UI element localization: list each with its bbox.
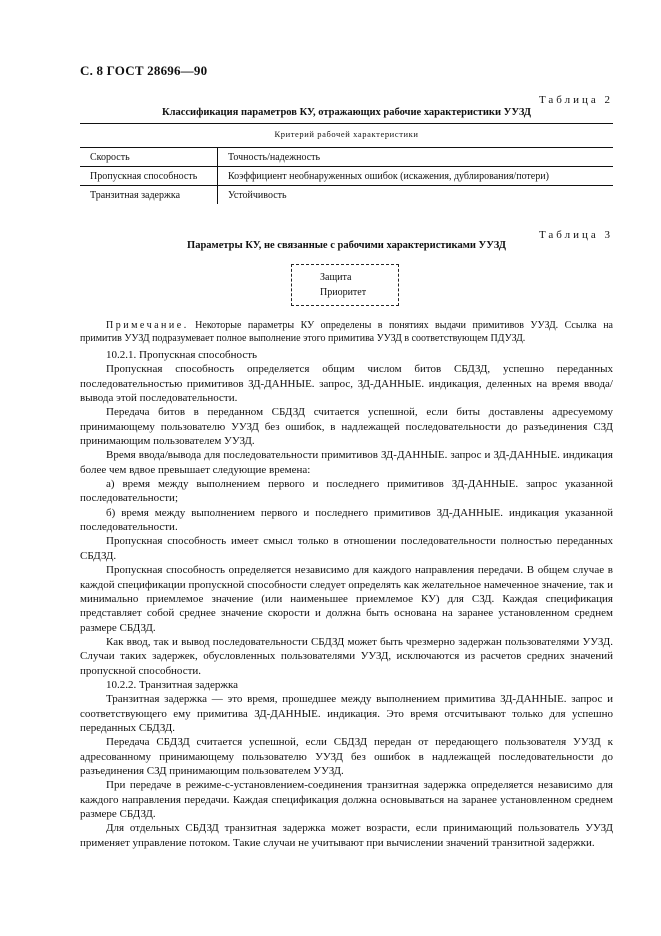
table2: [80, 147, 613, 204]
table-cell: Коэффициент необнаруженных ошибок (искажения, дублирования/потери): [218, 167, 614, 186]
table3-label: Таблица 3: [538, 229, 613, 241]
table-cell: Скорость: [80, 148, 218, 167]
table-cell: Транзитная задержка: [80, 186, 218, 205]
paragraph: Для отдельных СБДЗД транзитная задержка может возрасти, если принимающий пользователь УУЗД применяет управление потоком. Такие случаи не учитывают при вычислении значений транзитной задержки.: [80, 822, 613, 849]
paragraph: а) время между выполнением первого и последнего примитивов ЗД-ДАННЫЕ. запрос указанной последовательности;: [80, 478, 613, 505]
table3-box: [291, 264, 399, 306]
table2-title: Классификация параметров КУ, отражающих рабочие характеристики УУЗД: [161, 107, 532, 118]
table2-top-rule: [80, 123, 613, 124]
paragraph: Транзитная задержка — это время, прошедшее между выполнением примитива ЗД-ДАННЫЕ. запрос и соответствующего ему примитива ЗД-ДАННЫЕ. индикация. Это время отсчитывают только для успешно переданных СБДЗД.: [80, 693, 613, 734]
page-header: С. 8 ГОСТ 28696—90: [80, 63, 208, 78]
note-paragraph: [80, 319, 613, 345]
table2-criterion-header: Критерий рабочей характеристики: [274, 129, 419, 139]
paragraph: Как ввод, так и вывод последовательности СБДЗД может быть чрезмерно задержан пользователями УУЗД. Случаи таких задержек, обусловленных пользователями УУЗД, исключаются из расчетов средних значений пропускной способности.: [80, 635, 613, 677]
note-text: Некоторые параметры КУ определены в понятиях выдачи примитивов УУЗД. Ссылка на примитив УУЗД подразумевает полное выполнение этого примитива УУЗД в соответствующем ПДУЗД.: [80, 320, 613, 344]
table2-label: Таблица 2: [538, 94, 613, 106]
table3-title: Параметры КУ, не связанные с рабочими характеристиками УУЗД: [187, 240, 506, 251]
paragraph: При передаче в режиме-с-установлением-соединения транзитная задержка определяется независимо для каждого направления передачи. Каждая спецификация должна основываться на заранее установленном среднем размере СБДЗД.: [80, 779, 613, 820]
body-text: [80, 319, 613, 850]
paragraph: Пропускная способность определяется независимо для каждого направления передачи. В общем случае в каждой спецификации пропускной способности следует определять как желательное намеченное значение, так и минимально приемлемое значение (или наименьшее приемлемое КУ) для СЗД. Каждая спецификация представляет собой среднее значение скорости и должна быть основана на заранее установленном среднем размере СБДЗД.: [80, 564, 613, 634]
paragraph: Пропускная способность определяется общим числом битов СБДЗД, успешно переданных последовательностью примитивов ЗД-ДАННЫЕ. запрос, ЗД-ДАННЫЕ. индикация, деленных на время ввода/вывода этой последовательности.: [80, 363, 613, 405]
table-row: [80, 148, 613, 167]
section-heading: 10.2.2. Транзитная задержка: [106, 678, 239, 691]
paragraph: б) время между выполнением первого и последнего примитивов ЗД-ДАННЫЕ. индикация указанной последовательности.: [80, 506, 613, 534]
table-row: [80, 167, 613, 186]
paragraph: Пропускная способность имеет смысл только в отношении последовательности полностью переданных СБДЗД.: [80, 535, 613, 562]
section-heading: 10.2.1. Пропускная способность: [106, 349, 258, 361]
paragraph: Время ввода/вывода для последовательности примитивов ЗД-ДАННЫЕ. запрос и ЗД-ДАННЫЕ. индикация более чем вдвое превышает следующие времена:: [80, 449, 613, 476]
table-cell: Устойчивость: [228, 189, 287, 201]
note-label: Примечание.: [106, 320, 189, 331]
table-cell: Пропускная способность: [80, 167, 218, 186]
table-cell: Точность/надежность: [218, 148, 614, 167]
table3-item: Защита: [320, 272, 352, 283]
table3-item: Приоритет: [320, 287, 367, 298]
paragraph: Передача СБДЗД считается успешной, если СБДЗД передан от передающего пользователя УУЗД к адресованному принимающему пользователю УУЗД без ошибок в надлежащей последовательности до разъединения СЗД принимающим пользователем УУЗД.: [80, 736, 613, 777]
table-row: [80, 186, 613, 205]
paragraph: Передача битов в переданном СБДЗД считается успешной, если биты доставлены адресуемому принимающему пользователю УУЗД без ошибок, в надлежащей последовательности до разъединения СЗД принимающим пользователем УУЗД.: [80, 406, 613, 448]
